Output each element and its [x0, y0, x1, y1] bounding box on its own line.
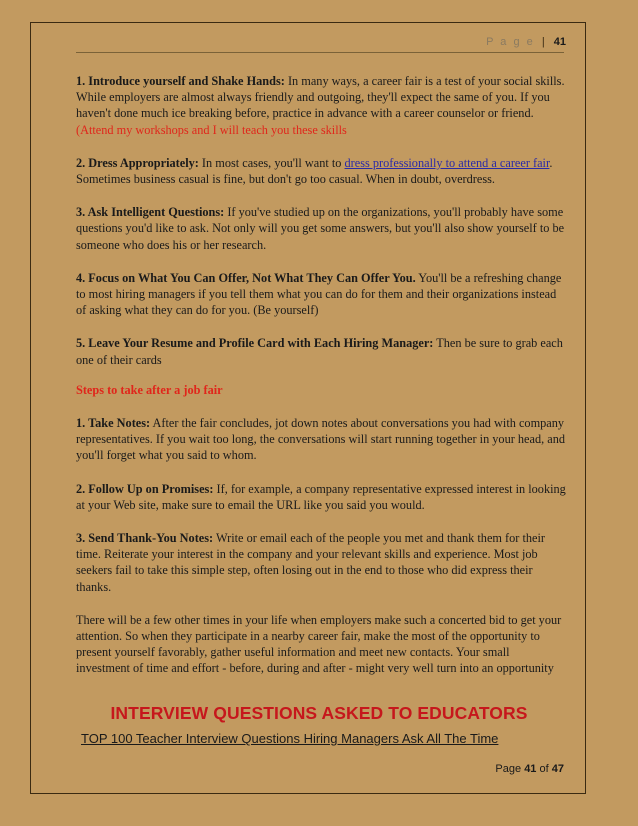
tip-lead: 2. Dress Appropriately: [76, 155, 199, 170]
tip-lead: 1. Introduce yourself and Shake Hands: [76, 74, 285, 88]
tip-text: If you've studied up on the organizations, you'll probably have some questions you'd like to ask. Not only will you get some answers, but you'll also show yourself to be someone who does his or her research. [76, 205, 565, 252]
step-text: Write or email each of the people you met and thank them for their time. Reiterate your interest in the company and your relevant skills and experience. Most job seekers fail to take this simple step, often losing out in the end to those who did express their thanks. [76, 531, 546, 594]
tip-paragraph-4 [76, 270, 566, 319]
tip-paragraph-3 [76, 204, 566, 253]
closing-paragraph: There will be a few other times in your life when employers make such a concerted bid to get your attention. So when they participate in a nearby career fair, make the most of the opportunity to present yourself favorably, gather useful information and meet new contacts. Your small investment of time and effort - before, during and after - might very well turn into an opportunity [76, 612, 562, 676]
step-paragraph-3 [76, 530, 566, 595]
footer-current-page: 41 [524, 763, 537, 775]
tip-lead: 3. Ask Intelligent Questions: [76, 205, 225, 220]
dress-professionally-link[interactable]: dress professionally to attend a career fair [344, 155, 550, 170]
sub-title [73, 731, 498, 746]
tip-lead: 4. Focus on What You Can Offer, Not What They Can Offer You. [76, 270, 416, 285]
page-header-number: 41 [553, 36, 566, 48]
workshop-note: (Attend my workshops and I will teach you these skills [76, 122, 347, 137]
tip-text-after: . Sometimes business casual is fine, but don't go too casual. When in doubt, overdress. [76, 155, 553, 187]
page-header-word: P a g e [486, 36, 535, 48]
section-title: INTERVIEW QUESTIONS ASKED TO EDUCATORS [110, 703, 528, 723]
step-paragraph-2 [76, 481, 566, 513]
page-header [486, 36, 566, 48]
tip-text: In many ways, a career fair is a test of your social skills. While employers are almost always friendly and outgoing, they'll expect the same of you. If you haven't done much ice breaking before, practice in advance with a career counselor or friend. [76, 74, 565, 121]
step-paragraph-1 [76, 415, 566, 464]
step-text: After the fair concludes, jot down notes about conversations you had with company representatives. If you wait too long, the conversations will start running together in your head, and you'll forget what you said to whom. [76, 416, 566, 463]
tip-paragraph-5 [76, 335, 566, 367]
step-lead: 2. Follow Up on Promises: [76, 481, 214, 496]
page-header-separator: | [541, 36, 547, 48]
steps-heading: Steps to take after a job fair [76, 382, 223, 397]
step-text: If, for example, a company representative expressed interest in looking at your Web site, make sure to email the URL like you said you would. [76, 481, 566, 512]
step-lead: 3. Send Thank-You Notes: [76, 531, 214, 546]
tip-text: In most cases, you'll want to [198, 155, 345, 170]
tip-text: You'll be a refreshing change to most hiring managers if you tell them what you can do for them and their organizations instead of asking what they can do for you. (Be yourself) [76, 270, 562, 318]
tip-paragraph-1 [76, 73, 566, 138]
tip-text: Then be sure to grab each one of their cards [76, 336, 563, 367]
page-footer [495, 763, 564, 775]
header-rule [76, 52, 564, 53]
step-lead: 1. Take Notes: [76, 416, 151, 431]
footer-total-pages: 47 [551, 763, 564, 775]
sub-title-text: TOP 100 Teacher Interview Questions Hiring Managers Ask All The Time [81, 731, 499, 746]
tip-paragraph-2 [76, 155, 566, 187]
footer-of-label: of [539, 763, 549, 775]
footer-page-label: Page [495, 763, 522, 775]
body-content [76, 73, 566, 694]
tip-lead: 5. Leave Your Resume and Profile Card with Each Hiring Manager: [76, 336, 434, 351]
